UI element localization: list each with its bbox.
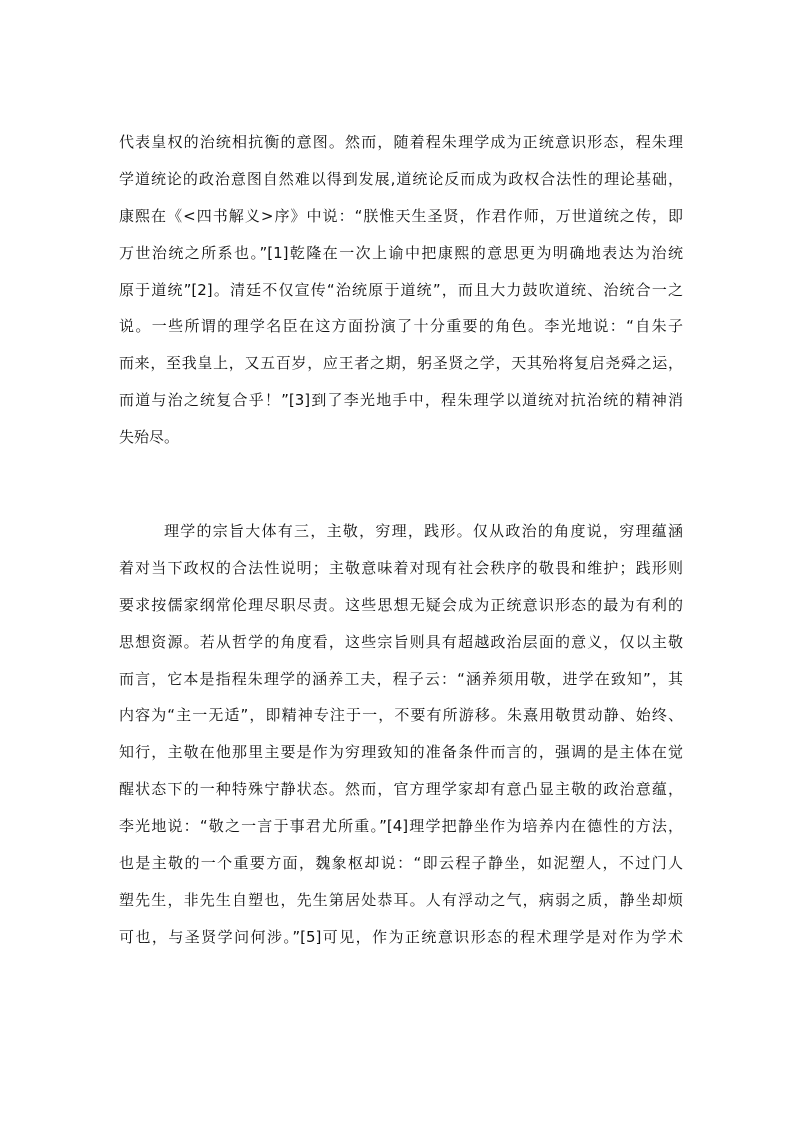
text-line: 知行，主敬在他那里主要是作为穷理致知的准备条件而言的，强调的是主体在觉 <box>119 743 683 762</box>
text-line: 康熙在《<四书解义>序》中说：“朕惟天生圣贤，作君作师，万世道统之传，即 <box>119 206 683 225</box>
paragraph-1 <box>119 124 683 456</box>
text-line: 万世治统之所系也。”[1]乾隆在一次上谕中把康熙的意思更为明确地表达为治统 <box>119 243 683 262</box>
text-line: 着对当下政权的合法性说明；主敬意味着对现有社会秩序的敬畏和维护；践形则 <box>119 558 683 577</box>
text-line: 而言，它本是指程朱理学的涵养工夫，程子云：“涵养须用敬，进学在致知”，其 <box>119 669 683 688</box>
text-line: 也是主敬的一个重要方面，魏象枢却说：“即云程子静坐，如泥塑人，不过门人 <box>119 854 683 873</box>
text-line: 要求按儒家纲常伦理尽职尽责。这些思想无疑会成为正统意识形态的最为有利的 <box>119 595 683 614</box>
text-line: 理学的宗旨大体有三，主敬，穷理，践形。仅从政治的角度说，穷理蕴涵 <box>164 522 683 540</box>
text-line: 说。一些所谓的理学名臣在这方面扮演了十分重要的角色。李光地说：“自朱子 <box>119 317 683 336</box>
text-line: 而来，至我皇上，又五百岁，应王者之期，躬圣贤之学，天其殆将复启尧舜之运， <box>119 354 683 373</box>
paragraph-2 <box>119 513 683 956</box>
text-line: 可也，与圣贤学问何涉。”[5]可见，作为正统意识形态的程术理学是对作为学术 <box>119 927 683 946</box>
text-line: 塑先生，非先生自塑也，先生第居处恭耳。人有浮动之气，病弱之质，静坐却烦 <box>119 890 683 909</box>
text-line: 代表皇权的治统相抗衡的意图。然而，随着程朱理学成为正统意识形态，程朱理 <box>119 133 683 151</box>
text-line: 李光地说：“敬之一言于事君尤所重。”[4]理学把静坐作为培养内在德性的方法， <box>119 817 683 836</box>
text-line: 失殆尽。 <box>119 428 180 447</box>
text-line: 内容为“主一无适”，即精神专注于一，不要有所游移。朱熹用敬贯动静、始终、 <box>119 706 683 725</box>
text-line: 醒状态下的一种特殊宁静状态。然而，官方理学家却有意凸显主敬的政治意蕴， <box>119 780 683 799</box>
text-line: 思想资源。若从哲学的角度看，这些宗旨则具有超越政治层面的意义，仅以主敬 <box>119 632 683 651</box>
text-line: 学道统论的政治意图自然难以得到发展,道统论反而成为政权合法性的理论基础， <box>119 169 683 188</box>
text-line: 而道与治之统复合乎！”[3]到了李光地手中，程朱理学以道统对抗治统的精神消 <box>119 391 683 410</box>
text-line: 原于道统”[2]。清廷不仅宣传“治统原于道统”，而且大力鼓吹道统、治统合一之 <box>119 280 683 299</box>
